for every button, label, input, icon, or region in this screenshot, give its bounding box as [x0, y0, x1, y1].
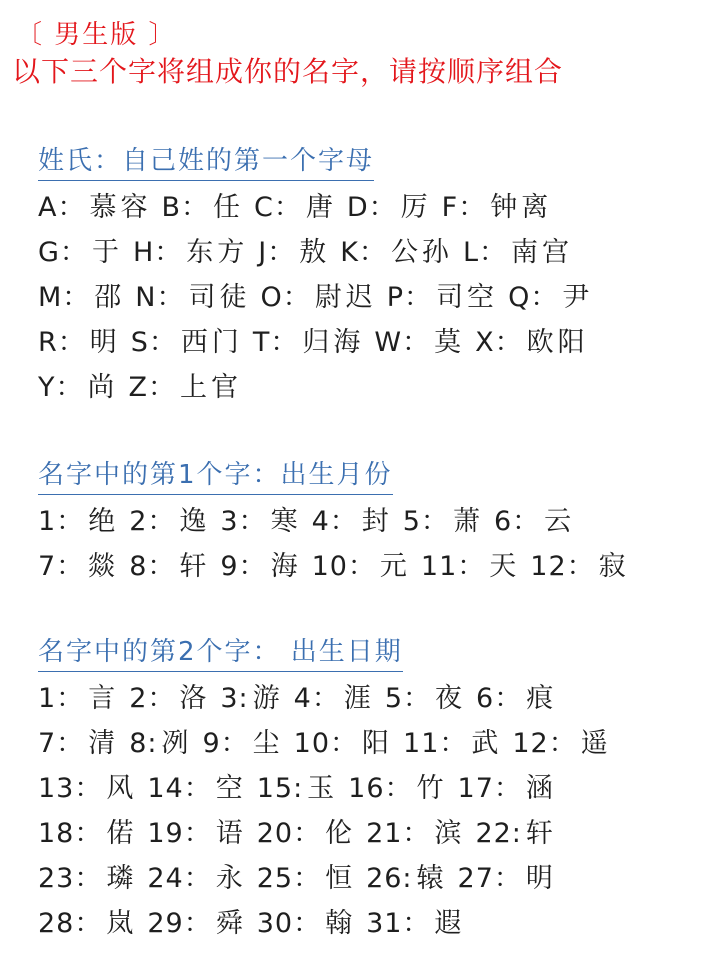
mapping-entry — [38, 372, 119, 403]
entry-value: 敖 — [299, 237, 331, 268]
entry-value: 天 — [489, 551, 521, 582]
entry-value: 欧阳 — [526, 327, 589, 358]
mapping-entry — [366, 863, 447, 894]
mapping-entry — [476, 683, 557, 714]
entry-key: D： — [346, 192, 397, 223]
entry-key: 7： — [38, 551, 85, 582]
surname-section — [38, 143, 603, 410]
entry-key: 21： — [366, 818, 431, 849]
mapping-entry — [38, 773, 137, 804]
mapping-entry — [129, 506, 210, 537]
mapping-entry — [403, 728, 502, 759]
entry-value: 偌 — [106, 818, 138, 849]
mapping-entry — [347, 192, 432, 223]
surname-list — [38, 185, 603, 410]
entry-line — [38, 544, 640, 589]
entry-key: T： — [252, 327, 299, 358]
entry-key: 12： — [512, 728, 577, 759]
entry-value: 伦 — [325, 818, 357, 849]
entry-key: 24： — [147, 863, 212, 894]
mapping-entry — [366, 908, 465, 939]
entry-key: 8： — [129, 551, 176, 582]
mapping-entry — [294, 728, 393, 759]
surname-section-title: 姓氏：自己姓的第一个字母 — [38, 143, 374, 181]
entry-value: 永 — [215, 863, 247, 894]
entry-value: 玉 — [307, 773, 339, 804]
entry-value: 燚 — [88, 551, 120, 582]
entry-key: 27： — [457, 863, 522, 894]
entry-value: 尚 — [87, 372, 119, 403]
mapping-entry — [442, 192, 553, 223]
entry-key: Q： — [508, 282, 559, 313]
entry-value: 邵 — [94, 282, 126, 313]
mapping-entry — [38, 237, 123, 268]
entry-value: 游 — [252, 683, 284, 714]
entry-key: 9： — [202, 728, 249, 759]
entry-line — [38, 901, 622, 946]
mapping-entry — [403, 506, 484, 537]
entry-value: 尘 — [252, 728, 284, 759]
mapping-entry — [38, 728, 119, 759]
entry-line — [38, 499, 640, 544]
entry-line — [38, 275, 603, 320]
entry-key: 1： — [38, 506, 85, 537]
entry-value: 元 — [379, 551, 411, 582]
entry-value: 璘 — [106, 863, 138, 894]
entry-key: Y： — [38, 372, 84, 403]
entry-value: 冽 — [161, 728, 193, 759]
entry-line — [38, 856, 622, 901]
entry-key: 16： — [348, 773, 413, 804]
second-char-section — [38, 634, 622, 946]
entry-key: 20： — [256, 818, 322, 849]
entry-key: 9： — [220, 551, 267, 582]
entry-key: J： — [258, 237, 296, 268]
entry-value: 西门 — [180, 327, 243, 358]
entry-key: 1： — [38, 683, 85, 714]
entry-value: 明 — [89, 327, 121, 358]
entry-value: 云 — [544, 506, 576, 537]
mapping-entry — [147, 818, 246, 849]
entry-key: N： — [135, 282, 185, 313]
mapping-entry — [38, 506, 119, 537]
entry-value: 于 — [91, 237, 123, 268]
entry-value: 轩 — [179, 551, 211, 582]
entry-value: 武 — [471, 728, 503, 759]
entry-value: 司空 — [436, 282, 499, 313]
entry-key: 4： — [293, 683, 340, 714]
entry-value: 恒 — [325, 863, 357, 894]
mapping-entry — [530, 551, 629, 582]
entry-key: K： — [340, 237, 387, 268]
entry-value: 任 — [213, 192, 245, 223]
entry-value: 厉 — [400, 192, 432, 223]
entry-key: 25： — [256, 863, 322, 894]
mapping-entry — [135, 282, 250, 313]
entry-key: 31： — [366, 908, 431, 939]
second-char-list — [38, 676, 622, 946]
mapping-entry — [508, 282, 593, 313]
entry-value: 竹 — [416, 773, 448, 804]
mapping-entry — [374, 327, 465, 358]
entry-key: 11： — [420, 551, 486, 582]
entry-value: 语 — [215, 818, 247, 849]
entry-value: 轩 — [525, 818, 557, 849]
entry-value: 钟离 — [490, 192, 553, 223]
entry-key: 14： — [147, 773, 212, 804]
entry-value: 上官 — [180, 372, 242, 403]
mapping-entry — [257, 863, 356, 894]
mapping-entry — [366, 818, 465, 849]
entry-line — [38, 320, 603, 365]
entry-key: 6： — [493, 506, 541, 537]
entry-value: 涯 — [343, 683, 375, 714]
entry-value: 滨 — [434, 818, 466, 849]
mapping-entry — [131, 327, 243, 358]
mapping-entry — [38, 282, 125, 313]
entry-value: 辕 — [416, 863, 448, 894]
mapping-entry — [312, 551, 411, 582]
entry-key: P： — [386, 282, 433, 313]
entry-value: 慕容 — [89, 192, 152, 223]
entry-value: 司徒 — [188, 282, 251, 313]
mapping-entry — [220, 551, 301, 582]
mapping-entry — [38, 192, 151, 223]
entry-value: 唐 — [305, 192, 337, 223]
entry-value: 遐 — [434, 908, 466, 939]
entry-key: 3： — [220, 506, 267, 537]
entry-key: 23： — [38, 863, 103, 894]
entry-value: 岚 — [106, 908, 138, 939]
entry-key: 10： — [311, 551, 376, 582]
mapping-entry — [133, 237, 248, 268]
mapping-entry — [129, 372, 243, 403]
mapping-entry — [463, 237, 573, 268]
mapping-entry — [494, 506, 575, 537]
entry-value: 公孙 — [390, 237, 453, 268]
entry-key: C： — [254, 192, 302, 223]
entry-key: 11： — [403, 728, 468, 759]
entry-key: 3: — [220, 683, 249, 714]
mapping-entry — [257, 818, 356, 849]
entry-line — [38, 811, 622, 856]
entry-line — [38, 185, 603, 230]
mapping-entry — [129, 728, 192, 759]
entry-value: 归海 — [302, 327, 365, 358]
mapping-entry — [475, 327, 589, 358]
entry-value: 清 — [88, 728, 120, 759]
entry-value: 萧 — [452, 506, 484, 537]
entry-key: O： — [260, 282, 311, 313]
entry-key: A： — [38, 192, 86, 223]
mapping-entry — [220, 506, 301, 537]
entry-value: 尹 — [562, 282, 594, 313]
mapping-entry — [421, 551, 520, 582]
mapping-entry — [147, 908, 246, 939]
entry-key: 26: — [366, 863, 413, 894]
entry-value: 言 — [88, 683, 120, 714]
entry-key: 4： — [311, 506, 358, 537]
entry-value: 绝 — [88, 506, 120, 537]
mapping-entry — [261, 282, 377, 313]
entry-value: 莫 — [434, 327, 466, 358]
entry-key: 30： — [256, 908, 322, 939]
entry-key: W： — [374, 327, 431, 358]
entry-line — [38, 365, 603, 410]
entry-key: X： — [475, 327, 523, 358]
entry-value: 涵 — [525, 773, 557, 804]
entry-value: 寒 — [270, 506, 302, 537]
entry-value: 空 — [215, 773, 247, 804]
entry-key: 5： — [402, 506, 449, 537]
mapping-entry — [458, 773, 557, 804]
mapping-entry — [38, 551, 119, 582]
mapping-entry — [38, 818, 137, 849]
mapping-entry — [147, 773, 246, 804]
mapping-entry — [385, 683, 466, 714]
mapping-entry — [312, 506, 393, 537]
entry-key: 28： — [38, 908, 103, 939]
entry-line — [38, 766, 622, 811]
entry-value: 遥 — [580, 728, 612, 759]
entry-key: 15: — [256, 773, 304, 804]
mapping-entry — [348, 773, 447, 804]
first-char-list — [38, 499, 640, 589]
mapping-entry — [38, 863, 137, 894]
mapping-entry — [253, 327, 365, 358]
mapping-entry — [294, 683, 375, 714]
entry-key: 5： — [384, 683, 432, 714]
entry-value: 尉迟 — [314, 282, 377, 313]
mapping-entry — [258, 237, 330, 268]
second-char-section-title: 名字中的第2个字： 出生日期 — [38, 634, 403, 672]
entry-value: 舜 — [215, 908, 247, 939]
entry-value: 海 — [270, 551, 302, 582]
mapping-entry — [202, 728, 283, 759]
mapping-entry — [458, 863, 557, 894]
entry-value: 风 — [106, 773, 138, 804]
first-char-section — [38, 457, 640, 589]
mapping-entry — [512, 728, 611, 759]
entry-line — [38, 676, 622, 721]
entry-key: L： — [462, 237, 507, 268]
entry-key: 12： — [530, 551, 595, 582]
entry-key: 18： — [38, 818, 103, 849]
mapping-entry — [475, 818, 556, 849]
entry-key: S： — [130, 327, 177, 358]
mapping-entry — [257, 908, 356, 939]
entry-value: 封 — [361, 506, 393, 537]
instruction-text: 以下三个字将组成你的名字，请按顺序组合 — [12, 55, 564, 88]
entry-value: 痕 — [526, 683, 558, 714]
mapping-entry — [38, 327, 121, 358]
mapping-entry — [38, 683, 119, 714]
entry-key: 19： — [147, 818, 212, 849]
mapping-entry — [129, 683, 210, 714]
entry-line — [38, 230, 603, 275]
entry-key: 8: — [129, 728, 158, 759]
entry-key: H： — [132, 237, 183, 268]
mapping-entry — [220, 683, 283, 714]
entry-value: 寂 — [598, 551, 630, 582]
entry-value: 翰 — [325, 908, 357, 939]
entry-key: 22: — [475, 818, 522, 849]
entry-key: 2： — [129, 683, 176, 714]
entry-key: G： — [38, 237, 88, 268]
entry-value: 逸 — [179, 506, 211, 537]
entry-key: 7： — [38, 728, 85, 759]
mapping-entry — [340, 237, 453, 268]
entry-key: 17： — [457, 773, 522, 804]
entry-value: 东方 — [186, 237, 249, 268]
entry-value: 夜 — [435, 683, 467, 714]
first-char-section-title: 名字中的第1个字：出生月份 — [38, 457, 393, 495]
mapping-entry — [387, 282, 498, 313]
entry-key: 10： — [293, 728, 359, 759]
entry-key: 29： — [147, 908, 212, 939]
entry-key: M： — [38, 282, 91, 313]
entry-key: Z： — [128, 372, 176, 403]
edition-label: 〔 男生版 〕 — [16, 20, 177, 50]
mapping-entry — [257, 773, 338, 804]
entry-key: F： — [441, 192, 487, 223]
mapping-entry — [38, 908, 137, 939]
entry-value: 南宫 — [510, 237, 573, 268]
entry-key: 13： — [38, 773, 103, 804]
mapping-entry — [254, 192, 337, 223]
entry-line — [38, 721, 622, 766]
mapping-entry — [147, 863, 246, 894]
entry-value: 明 — [525, 863, 557, 894]
mapping-entry — [161, 192, 244, 223]
entry-value: 洛 — [179, 683, 211, 714]
entry-key: 6： — [476, 683, 523, 714]
entry-key: B： — [161, 192, 210, 223]
header — [12, 18, 564, 92]
mapping-entry — [129, 551, 210, 582]
entry-key: 2： — [129, 506, 176, 537]
entry-value: 阳 — [362, 728, 394, 759]
entry-key: R： — [38, 327, 86, 358]
